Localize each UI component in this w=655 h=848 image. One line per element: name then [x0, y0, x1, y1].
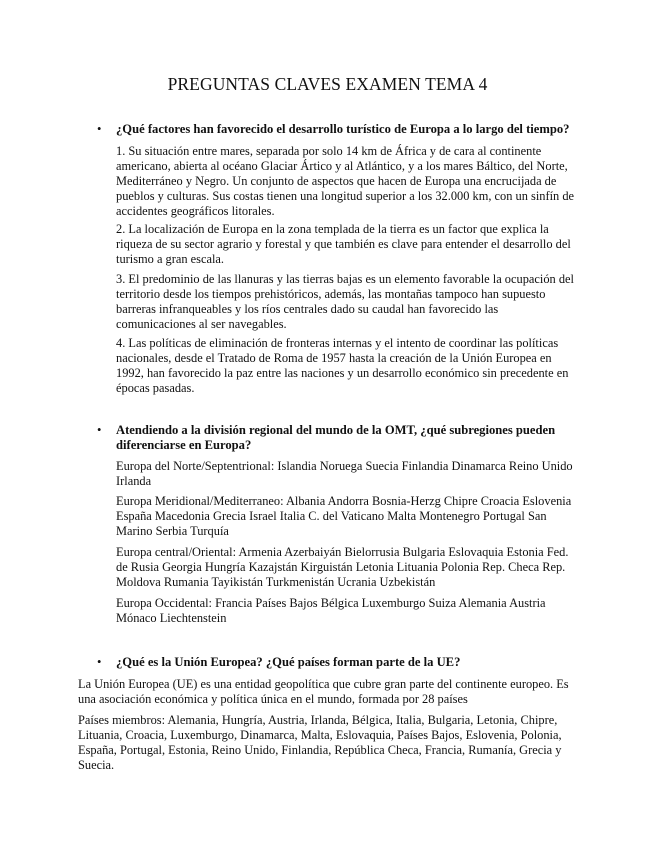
- bullet: •: [97, 423, 102, 437]
- page-title: PREGUNTAS CLAVES EXAMEN TEMA 4: [167, 74, 488, 94]
- answer-paragraph: 1. Su situación entre mares, separada por solo 14 km de África y de cara al continente americano, abierta al océano Glaciar Ártico y al Atlántico, y a los mares Báltico, del Norte, Mediterráneo y Negro. Un conjunto de aspectos que hacen de Europa una encrucijada de pueblos y culturas. Sus costas tienen una longitud superior a los 32.000 km, con un sinfín de accidentes geográficos litorales.: [116, 144, 575, 218]
- answer-paragraph: 2. La localización de Europa en la zona templada de la tierra es un factor que explica la riqueza de su sector agrario y forestal y que también es clave para entender el desarrollo del turismo a gran escala.: [116, 222, 571, 266]
- answer-paragraph: Países miembros: Alemania, Hungría, Austria, Irlanda, Bélgica, Italia, Bulgaria, Letonia, Chipre, Lituania, Croacia, Luxemburgo, Dinamarca, Malta, Eslovaquia, Países Bajos, Eslovenia, Polonia, España, Portugal, Estonia, Reino Unido, Finlandia, República Checa, Francia, Rumanía, Grecia y Suecia.: [78, 713, 562, 772]
- question-text: ¿Qué es la Unión Europea? ¿Qué países forman parte de la UE?: [116, 655, 461, 669]
- answer-paragraph: Europa Occidental: Francia Países Bajos Bélgica Luxemburgo Suiza Alemania Austria Mónaco Liechtenstein: [116, 596, 546, 625]
- answer-paragraph: Europa central/Oriental: Armenia Azerbaiyán Bielorrusia Bulgaria Eslovaquia Estonia Fed. de Rusia Georgia Hungría Kazajstán Kirguistán Letonia Lituania Polonia Rep. Checa Rep. Moldova Rumania Tayikistán Turkmenistán Ucrania Uzbekistán: [116, 545, 569, 589]
- answer-paragraph: Europa Meridional/Mediterraneo: Albania Andorra Bosnia-Herzg Chipre Croacia Eslovenia España Macedonia Grecia Israel Italia C. del Vaticano Malta Montenegro Portugal San Marino Serbia Turquía: [116, 494, 572, 538]
- bullet: •: [97, 122, 102, 136]
- question-text: Atendiendo a la división regional del mundo de la OMT, ¿qué subregiones pueden diferenciarse en Europa?: [116, 423, 556, 452]
- answer-paragraph: 3. El predominio de las llanuras y las tierras bajas es un elemento favorable la ocupación del territorio desde los tiempos prehistóricos, además, las montañas tampoco han supuesto barreras infranqueables y los ríos centrales dado su caudal han favorecido las comunicaciones al ser navegables.: [116, 272, 574, 331]
- question-text: ¿Qué factores han favorecido el desarrollo turístico de Europa a lo largo del tiempo?: [116, 122, 570, 136]
- answer-paragraph: La Unión Europea (UE) es una entidad geopolítica que cubre gran parte del continente europeo. Es una asociación económica y política única en el mundo, formada por 28 países: [78, 677, 569, 706]
- bullet: •: [97, 655, 102, 669]
- answer-paragraph: 4. Las políticas de eliminación de fronteras internas y el intento de coordinar las políticas nacionales, desde el Tratado de Roma de 1957 hasta la creación de la Unión Europea en 1992, han favorecido la paz entre las naciones y un desarrollo económico sin precedente en épocas pasadas.: [116, 336, 569, 395]
- answer-paragraph: Europa del Norte/Septentrional: Islandia Noruega Suecia Finlandia Dinamarca Reino Unido Irlanda: [116, 459, 573, 488]
